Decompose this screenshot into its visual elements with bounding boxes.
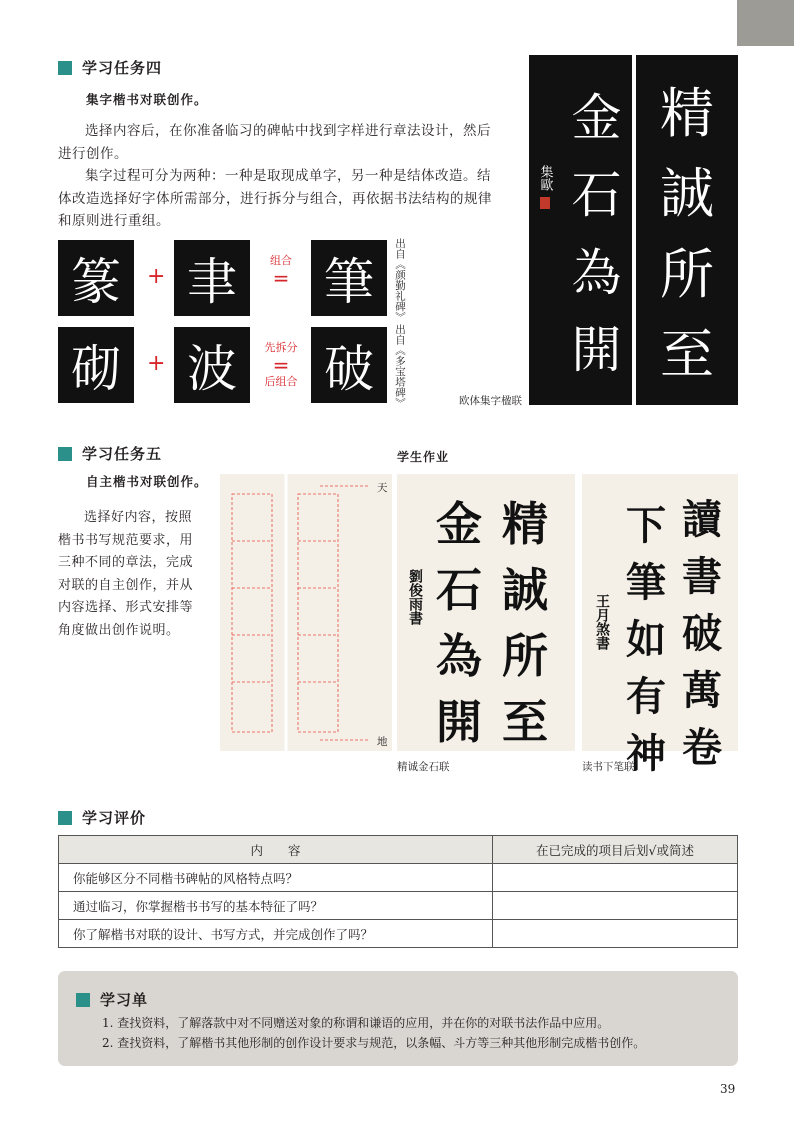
answer-cell[interactable] — [493, 892, 738, 920]
work-char: 金 — [436, 497, 482, 551]
evaluation-heading: 学习评价 — [82, 809, 147, 827]
couplet-char: 為 — [571, 243, 622, 302]
work-char: 為 — [436, 629, 482, 683]
plus-sign: + — [147, 264, 166, 289]
work2-left-column — [618, 494, 674, 777]
task5-line: 选择好内容，按照 — [84, 510, 193, 525]
worksheet-header — [76, 989, 148, 1010]
task5-header — [58, 443, 162, 464]
section-marker-icon — [58, 447, 72, 461]
couplet-char: 至 — [660, 323, 714, 387]
plus-sign: + — [147, 351, 166, 376]
student-work-1 — [397, 474, 575, 751]
worksheet-item: 1. 查找资料，了解落款中对不同赠送对象的称谓和谦语的应用，并在你的对联书法作品中应用。 — [102, 1016, 610, 1030]
char-tile-source-b: 聿 — [174, 240, 250, 316]
worksheet-item: 2. 查找资料，了解楷书其他形制的创作设计要求与规范，以条幅、斗方等三种其他形制完成楷书创作。 — [102, 1036, 646, 1050]
worksheet-box — [58, 971, 738, 1066]
work-char: 神 — [626, 730, 666, 777]
work1-left-column — [431, 488, 487, 749]
layout-grid-svg — [220, 474, 392, 751]
couplet-scroll-right — [636, 55, 738, 405]
work2-right-column — [674, 488, 730, 771]
couplet-char: 精 — [660, 81, 714, 145]
task5-line: 对联的自主创作，并从 — [58, 577, 194, 593]
char-tile-source-a: 篆 — [58, 240, 134, 316]
work-char: 開 — [436, 695, 482, 749]
task4-line: 进行创作。 — [58, 145, 128, 162]
source-caption: 出自《颜勤礼碑》 — [394, 238, 406, 322]
work-char: 至 — [502, 695, 548, 749]
task4-line: 选择内容后，在你准备临习的碑帖中找到字样进行章法设计，然后 — [85, 123, 491, 139]
task5-line: 角度做出创作说明。 — [58, 622, 180, 638]
table-header-cell: 在已完成的项目后划√或简述 — [493, 836, 738, 864]
section-marker-icon — [58, 811, 72, 825]
page-number: 39 — [720, 1082, 736, 1096]
op-label: 组合 — [270, 254, 292, 267]
equals-sign: = — [272, 266, 290, 290]
answer-cell[interactable] — [493, 920, 738, 948]
equals-sign: = — [272, 353, 290, 377]
table-row — [59, 920, 738, 948]
grid-top-label: 天 — [377, 482, 388, 494]
task5-line: 楷书书写规范要求，用 — [58, 532, 194, 548]
work2-caption: 读书下笔联 — [582, 761, 635, 773]
work-char: 精 — [502, 497, 548, 551]
work1-right-column — [497, 488, 553, 749]
couplet-scroll-left — [529, 55, 632, 405]
evaluation-table — [58, 835, 738, 948]
couplet-signature: 集歐 — [537, 165, 553, 191]
work-char: 讀 — [682, 496, 722, 543]
evaluation-header — [58, 807, 146, 828]
answer-cell[interactable] — [493, 864, 738, 892]
section-marker-icon — [76, 993, 90, 1007]
work-char: 誠 — [502, 563, 548, 617]
section-marker-icon — [58, 61, 72, 75]
signature-column — [529, 75, 561, 385]
student-work-label: 学生作业 — [397, 450, 450, 464]
task4-heading: 学习任务四 — [82, 59, 163, 77]
table-header-row — [59, 836, 738, 864]
couplet-char: 石 — [571, 166, 622, 225]
task4-line: 和原则进行重组。 — [58, 213, 170, 229]
seal-stamp-icon — [540, 197, 550, 209]
operation-label — [262, 254, 300, 288]
task5-body — [58, 507, 218, 642]
work-char: 有 — [626, 673, 666, 720]
table-cell: 你了解楷书对联的设计、书写方式，并完成创作了吗？ — [59, 920, 493, 948]
task5-subheading: 自主楷书对联创作。 — [86, 474, 208, 489]
operation-label — [258, 341, 304, 389]
work-char: 破 — [682, 610, 722, 657]
worksheet-items — [102, 1013, 732, 1053]
work-char: 卷 — [682, 724, 722, 771]
table-cell: 通过临习，你掌握楷书书写的基本特征了吗？ — [59, 892, 493, 920]
work1-caption: 精诚金石联 — [397, 761, 450, 773]
layout-grid-diagram — [220, 474, 392, 751]
couplet-caption: 欧体集字楹联 — [459, 395, 522, 407]
work-char: 所 — [502, 629, 548, 683]
task4-line: 体改造选择好字体所需部分，进行拆分与组合，再依据书法结构的规律 — [58, 190, 492, 207]
char-tile-source-a: 砌 — [58, 327, 134, 403]
task5-heading: 学习任务五 — [82, 445, 163, 463]
couplet-char: 金 — [571, 88, 622, 147]
char-tile-result: 破 — [311, 327, 387, 403]
couplet-char: 誠 — [660, 162, 714, 226]
grid-bottom-label: 地 — [377, 736, 388, 748]
task4-header — [58, 57, 162, 78]
couplet-char: 開 — [571, 321, 622, 380]
work-char: 筆 — [626, 559, 666, 606]
worksheet-heading: 学习单 — [100, 991, 149, 1009]
char-tile-result: 筆 — [311, 240, 387, 316]
work-char: 萬 — [682, 667, 722, 714]
source-caption: 出自《多宝塔碑》 — [394, 324, 406, 408]
op-label: 后组合 — [264, 375, 298, 388]
table-cell: 你能够区分不同楷书碑帖的风格特点吗？ — [59, 864, 493, 892]
table-row — [59, 864, 738, 892]
task4-line: 集字过程可分为两种：一种是取现成单字，另一种是结体改造。结 — [85, 168, 491, 184]
work-char: 石 — [436, 563, 482, 617]
table-row — [59, 892, 738, 920]
op-label: 先拆分 — [264, 341, 298, 354]
corner-tab — [737, 0, 794, 46]
task4-body — [58, 120, 518, 233]
task5-line: 三种不同的章法，完成 — [58, 555, 194, 570]
table-header-cell: 内 容 — [59, 836, 493, 864]
task5-line: 内容选择、形式安排等 — [58, 600, 194, 615]
task4-subheading: 集字楷书对联创作。 — [86, 92, 208, 107]
work-char: 下 — [626, 502, 666, 549]
couplet-char: 所 — [660, 242, 714, 306]
work1-signature: 劉俊雨書 — [407, 569, 423, 625]
work2-signature: 王月煞書 — [594, 594, 610, 650]
work-char: 書 — [682, 553, 722, 600]
couplet-left-chars — [561, 75, 632, 385]
char-tile-source-b: 波 — [174, 327, 250, 403]
work-char: 如 — [626, 616, 666, 663]
